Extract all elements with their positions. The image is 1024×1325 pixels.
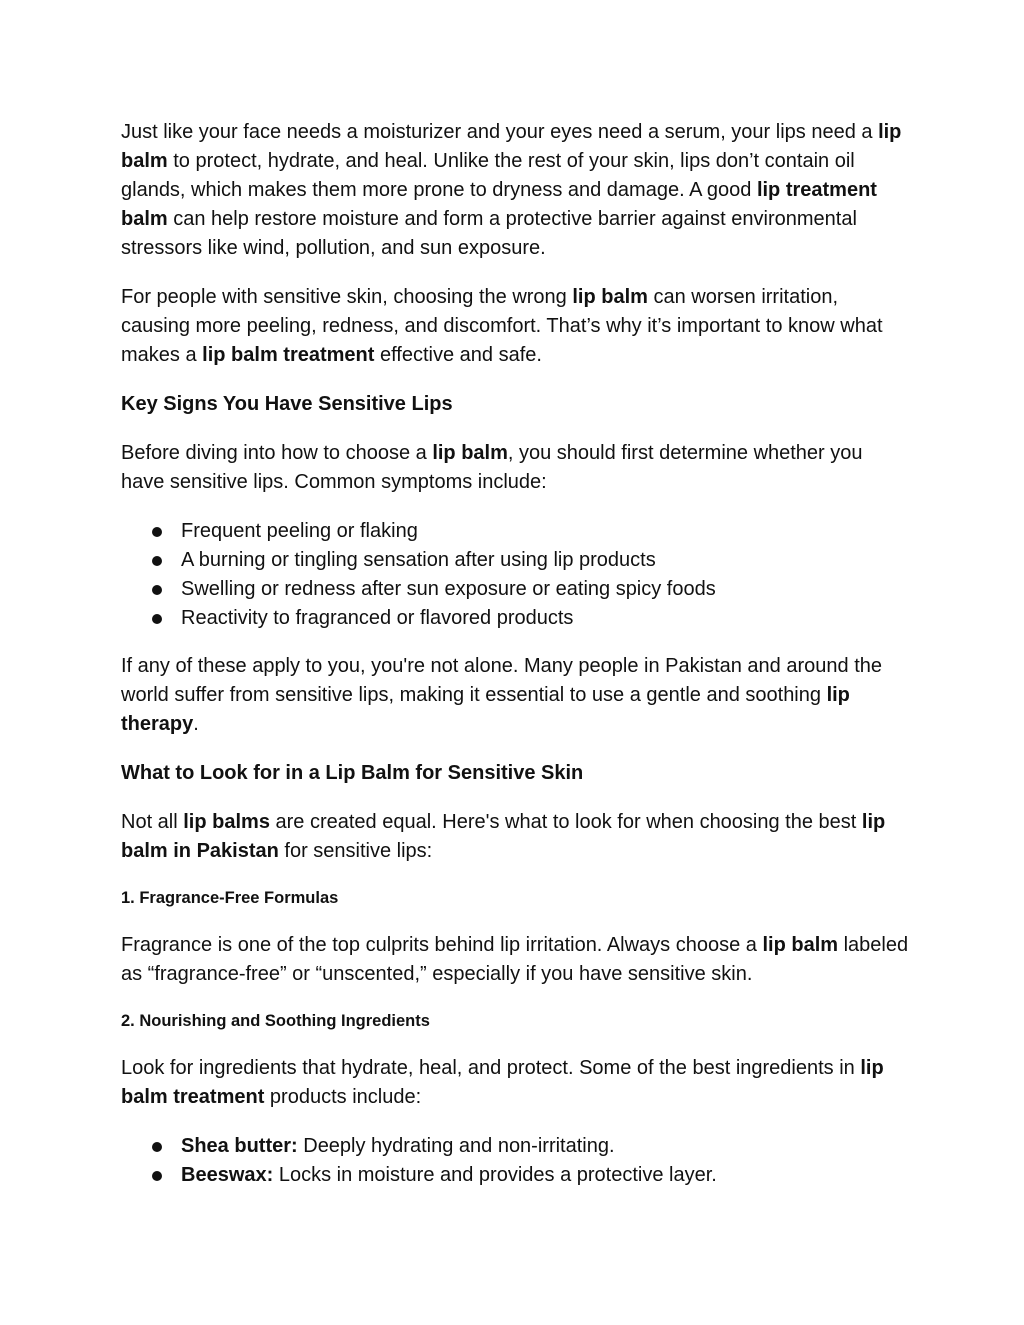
list-item: Reactivity to fragranced or flavored products — [121, 604, 911, 633]
symptoms-list — [121, 517, 911, 633]
intro-paragraph-1: Just like your face needs a moisturizer and your eyes need a serum, your lips need a lip balm to protect, hydrate, and heal. Unlike the rest of your skin, lips don’t contain oil glands, which makes them more prone to dryness and damage. A good lip treatment balm can help restore moisture and form a protective barrier against environmental stressors like wind, pollution, and sun exposure. — [121, 121, 902, 259]
bullet-icon — [152, 585, 162, 595]
section1-paragraph-1: Before diving into how to choose a lip balm, you should first determine whether you have sensitive lips. Common symptoms include: — [121, 442, 863, 493]
section2-paragraph-1: Not all lip balms are created equal. Here's what to look for when choosing the best lip balm in Pakistan for sensitive lips: — [121, 811, 886, 862]
ingredients-paragraph: Look for ingredients that hydrate, heal, and protect. Some of the best ingredients in lip balm treatment products include: — [121, 1057, 884, 1108]
ingredients-list — [121, 1132, 911, 1190]
list-item: Shea butter: Deeply hydrating and non-irritating. — [121, 1132, 911, 1161]
list-item: Beeswax: Locks in moisture and provides a protective layer. — [121, 1161, 911, 1190]
section-heading-sensitive-lips: Key Signs You Have Sensitive Lips — [121, 393, 453, 415]
subheading-fragrance-free: 1. Fragrance-Free Formulas — [121, 889, 339, 907]
section1-paragraph-2: If any of these apply to you, you're not alone. Many people in Pakistan and around the world suffer from sensitive lips, making it essential to use a gentle and soothing lip therapy. — [121, 655, 882, 735]
section-heading-what-to-look-for: What to Look for in a Lip Balm for Sensitive Skin — [121, 762, 584, 784]
bullet-icon — [152, 1142, 162, 1152]
fragrance-free-paragraph: Fragrance is one of the top culprits behind lip irritation. Always choose a lip balm labeled as “fragrance-free” or “unscented,” especially if you have sensitive skin. — [121, 934, 909, 985]
list-item: Frequent peeling or flaking — [121, 517, 911, 546]
bullet-icon — [152, 614, 162, 624]
bullet-icon — [152, 1171, 162, 1181]
intro-paragraph-2: For people with sensitive skin, choosing the wrong lip balm can worsen irritation, causing more peeling, redness, and discomfort. That’s why it’s important to know what makes a lip balm treatment effective and safe. — [121, 286, 883, 366]
document-page — [121, 118, 911, 1209]
list-item: A burning or tingling sensation after using lip products — [121, 546, 911, 575]
list-item: Swelling or redness after sun exposure or eating spicy foods — [121, 575, 911, 604]
subheading-nourishing-ingredients: 2. Nourishing and Soothing Ingredients — [121, 1012, 430, 1030]
bullet-icon — [152, 556, 162, 566]
bullet-icon — [152, 527, 162, 537]
